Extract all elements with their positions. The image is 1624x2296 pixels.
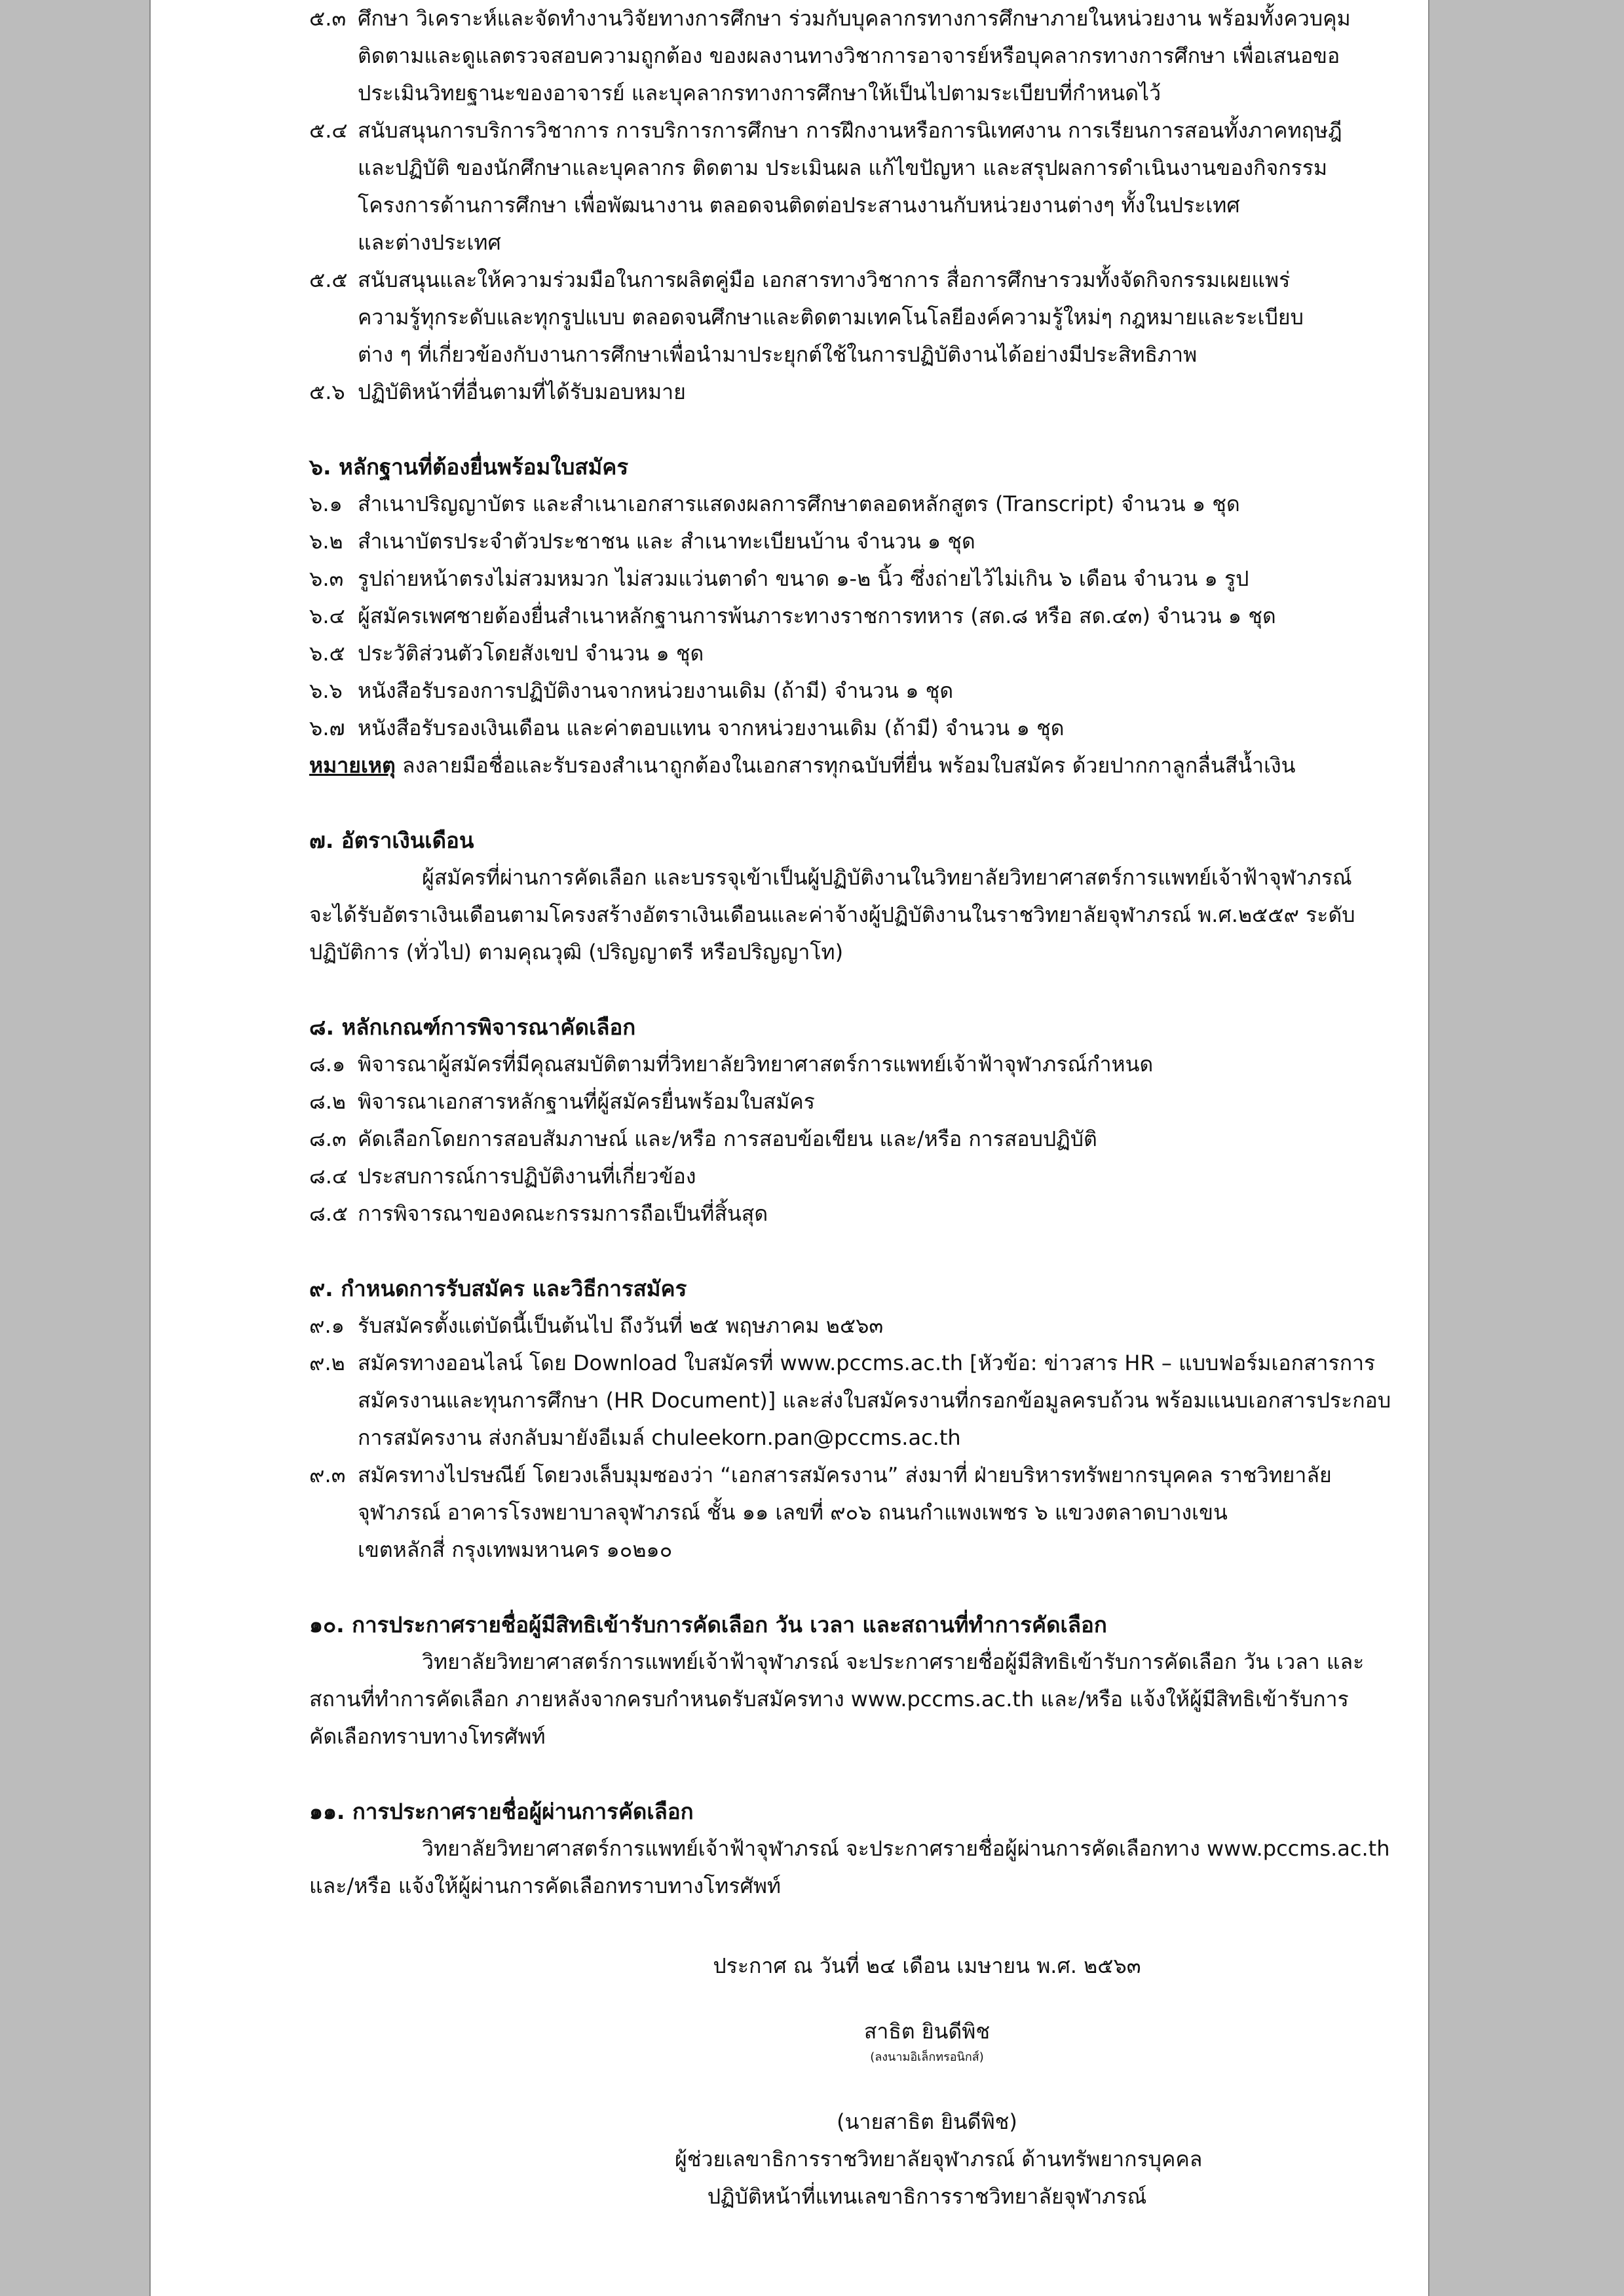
signed-name: สาธิต ยินดีพิช: [863, 2019, 991, 2044]
item-text: รูปถ่ายหน้าตรงไม่สวมหมวก ไม่สวมแว่นตาดำ ขนาด ๑-๒ นิ้ว ซึ่งถ่ายไว้ไม่เกิน ๖ เดือน จำนวน ๑ รูป: [358, 566, 1249, 591]
document-content: [309, 0, 1391, 1905]
item-text-continued: และปฏิบัติ ของนักศึกษาและบุคลากร ติดตาม ประเมินผล แก้ไขปัญหา และสรุปผลการดำเนินงานของกิจกรรม: [358, 155, 1328, 180]
section-11-heading: ๑๑. การประกาศรายชื่อผู้ผ่านการคัดเลือก: [309, 1799, 694, 1824]
item-text-continued: ความรู้ทุกระดับและทุกรูปแบบ ตลอดจนศึกษาและติดตามเทคโนโลยีองค์ความรู้ใหม่ๆ กฎหมายและระเบียบ: [358, 305, 1304, 330]
item-text: พิจารณาผู้สมัครที่มีคุณสมบัติตามที่วิทยาลัยวิทยาศาสตร์การแพทย์เจ้าฟ้าจุฬาภรณ์กำหนด: [358, 1052, 1154, 1077]
list-item: [309, 1046, 1384, 1083]
list-item: [309, 1345, 1384, 1382]
item-text: หนังสือรับรองการปฏิบัติงานจากหน่วยงานเดิม (ถ้ามี) จำนวน ๑ ชุด: [358, 678, 954, 703]
note: [309, 747, 1384, 784]
item-text: สำเนาปริญญาบัตร และสำเนาเอกสารแสดงผลการศึกษาตลอดหลักสูตร (Transcript) จำนวน ๑ ชุด: [358, 491, 1240, 516]
section-8-items: [309, 1046, 1384, 1233]
section-10-heading: ๑๐. การประกาศรายชื่อผู้มีสิทธิเข้ารับการคัดเลือก วัน เวลา และสถานที่ทำการคัดเลือก: [309, 1612, 1107, 1637]
item-text: หนังสือรับรองเงินเดือน และค่าตอบแทน จากหน่วยงานเดิม (ถ้ามี) จำนวน ๑ ชุด: [358, 716, 1065, 740]
list-item: [309, 560, 1384, 598]
paragraph-line: ผู้สมัครที่ผ่านการคัดเลือก และบรรจุเข้าเป็นผู้ปฏิบัติงานในวิทยาลัยวิทยาศาสตร์การแพทย์เจ้าฟ้าจุฬาภรณ์: [422, 865, 1352, 890]
item-number: ๙.๓: [309, 1463, 346, 1487]
item-number: ๘.๑: [309, 1052, 346, 1077]
announce-date: ประกาศ ณ วันที่ ๒๔ เดือน เมษายน พ.ศ. ๒๕๖๓: [713, 1953, 1141, 1978]
paragraph-line: วิทยาลัยวิทยาศาสตร์การแพทย์เจ้าฟ้าจุฬาภรณ์ จะประกาศรายชื่อผู้มีสิทธิเข้ารับการคัดเลือก วัน เวลา และ: [422, 1649, 1365, 1674]
item-number: ๙.๑: [309, 1313, 345, 1338]
list-item: [309, 0, 1384, 37]
paragraph-line: สถานที่ทำการคัดเลือก ภายหลังจากครบกำหนดรับสมัครทาง www.pccms.ac.th และ/หรือ แจ้งให้ผู้มีสิทธิเข้ารับการ: [309, 1687, 1349, 1712]
list-item: [309, 112, 1384, 149]
item-number: ๕.๔: [309, 118, 348, 143]
item-number: ๖.๗: [309, 716, 345, 740]
item-number: ๕.๖: [309, 379, 345, 404]
paragraph-line: ปฏิบัติการ (ทั่วไป) ตามคุณวุฒิ (ปริญญาตรี หรือปริญญาโท): [309, 940, 844, 965]
item-number: ๙.๒: [309, 1350, 345, 1375]
item-text: สนับสนุนการบริการวิชาการ การบริการการศึกษา การฝึกงานหรือการนิเทศงาน การเรียนการสอนทั้งภาคทฤษฎี: [358, 118, 1342, 143]
item-text-continued: ติดตามและดูแลตรวจสอบความถูกต้อง ของผลงานทางวิชาการอาจารย์หรือบุคลากรทางการศึกษา เพื่อเสนอขอ: [358, 43, 1340, 68]
item-text: สมัครทางออนไลน์ โดย Download ใบสมัครที่ www.pccms.ac.th [หัวข้อ: ข่าวสาร HR – แบบฟอร์มเอกสารการ: [358, 1350, 1376, 1375]
position-line: ปฏิบัติหน้าที่แทนเลขาธิการราชวิทยาลัยจุฬาภรณ์: [707, 2184, 1147, 2209]
item-number: ๕.๕: [309, 267, 348, 292]
list-item: [309, 635, 1384, 672]
list-item: [309, 1158, 1384, 1195]
section-5-items: [309, 0, 1384, 411]
list-item: [309, 523, 1384, 560]
signature-block: [675, 1946, 1395, 2215]
list-item: [309, 373, 1384, 411]
section-6-items: [309, 486, 1384, 784]
document-page: [149, 0, 1429, 2296]
paragraph-line: วิทยาลัยวิทยาศาสตร์การแพทย์เจ้าฟ้าจุฬาภรณ์ จะประกาศรายชื่อผู้ผ่านการคัดเลือกทาง www.pccms.ac.th: [422, 1836, 1390, 1861]
section-9-items: [309, 1307, 1391, 1569]
item-text: สนับสนุนและให้ความร่วมมือในการผลิตคู่มือ เอกสารทางวิชาการ สื่อการศึกษารวมทั้งจัดกิจกรรมเผยแพร่: [358, 267, 1291, 292]
list-item: [309, 598, 1384, 635]
item-text: ผู้สมัครเพศชายต้องยื่นสำเนาหลักฐานการพ้นภาระทางราชการทหาร (สด.๘ หรือ สด.๔๓) จำนวน ๑ ชุด: [358, 603, 1276, 628]
position-line: ผู้ช่วยเลขาธิการราชวิทยาลัยจุฬาภรณ์ ด้านทรัพยากรบุคคล: [675, 2147, 1203, 2172]
item-number: ๘.๔: [309, 1164, 349, 1189]
item-number: ๖.๔: [309, 603, 345, 628]
item-text-continued: สมัครงานและทุนการศึกษา (HR Document)] และส่งใบสมัครงานที่กรอกข้อมูลครบถ้วน พร้อมแนบเอกสารประกอบ: [358, 1388, 1391, 1413]
item-number: ๘.๒: [309, 1089, 346, 1114]
section-6-heading: ๖. หลักฐานที่ต้องยื่นพร้อมใบสมัคร: [309, 454, 629, 480]
item-text: ประสบการณ์การปฏิบัติงานที่เกี่ยวข้อง: [358, 1164, 696, 1189]
item-text: พิจารณาเอกสารหลักฐานที่ผู้สมัครยื่นพร้อมใบสมัคร: [358, 1089, 815, 1114]
paragraph-line: จะได้รับอัตราเงินเดือนตามโครงสร้างอัตราเงินเดือนและค่าจ้างผู้ปฏิบัติงานในราชวิทยาลัยจุฬาภรณ์ พ.ศ.๒๕๕๙ ระดับ: [309, 902, 1355, 927]
item-text-continued: และต่างประเทศ: [358, 230, 501, 255]
list-item: [309, 1195, 1384, 1233]
list-item: [309, 710, 1384, 747]
list-item: [309, 1083, 1384, 1120]
item-number: ๖.๒: [309, 529, 343, 554]
list-item: [309, 672, 1384, 710]
item-text: สมัครทางไปรษณีย์ โดยวงเล็บมุมซองว่า “เอกสารสมัครงาน” ส่งมาที่ ฝ่ายบริหารทรัพยากรบุคคล ราชวิทยาลัย: [358, 1463, 1332, 1487]
item-text: ประวัติส่วนตัวโดยสังเขป จำนวน ๑ ชุด: [358, 641, 704, 666]
item-text-continued: ต่าง ๆ ที่เกี่ยวข้องกับงานการศึกษาเพื่อนำมาประยุกต์ใช้ในการปฏิบัติงานได้อย่างมีประสิทธิภาพ: [358, 342, 1198, 367]
item-text-continued: เขตหลักสี่ กรุงเทพมหานคร ๑๐๒๑๐: [358, 1537, 673, 1562]
section-8-heading: ๘. หลักเกณฑ์การพิจารณาคัดเลือก: [309, 1014, 636, 1040]
item-text-continued: จุฬาภรณ์ อาคารโรงพยาบาลจุฬาภรณ์ ชั้น ๑๑ เลขที่ ๙๐๖ ถนนกำแพงเพชร ๖ แขวงตลาดบางเขน: [358, 1500, 1228, 1525]
item-text-continued: โครงการด้านการศึกษา เพื่อพัฒนางาน ตลอดจนติดต่อประสานงานกับหน่วยงานต่างๆ ทั้งในประเทศ: [358, 193, 1240, 218]
item-text: คัดเลือกโดยการสอบสัมภาษณ์ และ/หรือ การสอบข้อเขียน และ/หรือ การสอบปฏิบัติ: [358, 1126, 1097, 1151]
item-text: สำเนาบัตรประจำตัวประชาชน และ สำเนาทะเบียนบ้าน จำนวน ๑ ชุด: [358, 529, 975, 554]
item-number: ๖.๕: [309, 641, 345, 666]
item-number: ๖.๓: [309, 566, 344, 591]
item-text: การพิจารณาของคณะกรรมการถือเป็นที่สิ้นสุด: [358, 1201, 768, 1226]
list-item: [309, 1120, 1384, 1158]
paragraph-line: คัดเลือกทราบทางโทรศัพท์: [309, 1724, 546, 1749]
item-text-continued: ประเมินวิทยฐานะของอาจารย์ และบุคลากรทางการศึกษาให้เป็นไปตามระเบียบที่กำหนดไว้: [358, 81, 1161, 105]
section-7-heading: ๗. อัตราเงินเดือน: [309, 828, 474, 853]
list-item: [309, 1457, 1384, 1494]
item-text: ปฏิบัติหน้าที่อื่นตามที่ได้รับมอบหมาย: [358, 379, 686, 404]
note-label: หมายเหตุ: [309, 753, 396, 778]
item-number: ๖.๖: [309, 678, 343, 703]
item-text-continued: การสมัครงาน ส่งกลับมายังอีเมล์ chuleekorn.pan@pccms.ac.th: [358, 1425, 961, 1450]
paragraph-line: และ/หรือ แจ้งให้ผู้ผ่านการคัดเลือกทราบทางโทรศัพท์: [309, 1873, 782, 1898]
item-number: ๕.๓: [309, 6, 347, 31]
item-number: ๘.๕: [309, 1201, 349, 1226]
list-item: [309, 261, 1384, 299]
item-number: ๘.๓: [309, 1126, 347, 1151]
list-item: [309, 1307, 1384, 1345]
e-sign-note: (ลงนามอิเล็กทรอนิกส์): [870, 2050, 984, 2064]
full-name: (นายสาธิต ยินดีพิช): [837, 2109, 1017, 2134]
note-text: ลงลายมือชื่อและรับรองสำเนาถูกต้องในเอกสารทุกฉบับที่ยื่น พร้อมใบสมัคร ด้วยปากกาลูกลื่นสีน้ำเงิน: [402, 753, 1296, 778]
section-9-heading: ๙. กำหนดการรับสมัคร และวิธีการสมัคร: [309, 1276, 687, 1301]
list-item: [309, 486, 1384, 523]
item-text: ศึกษา วิเคราะห์และจัดทำงานวิจัยทางการศึกษา ร่วมกับบุคลากรทางการศึกษาภายในหน่วยงาน พร้อมทั้งควบคุม: [358, 6, 1351, 31]
item-number: ๖.๑: [309, 491, 343, 516]
item-text: รับสมัครตั้งแต่บัดนี้เป็นต้นไป ถึงวันที่ ๒๕ พฤษภาคม ๒๕๖๓: [358, 1313, 884, 1338]
